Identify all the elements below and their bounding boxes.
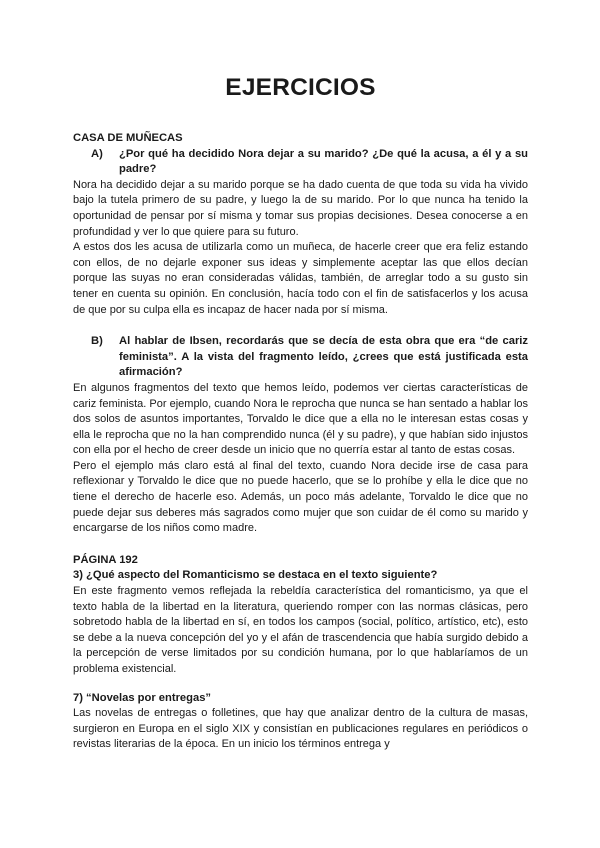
spacer <box>73 318 528 334</box>
spacer <box>73 678 528 691</box>
section-heading-pagina-192: PÁGINA 192 <box>73 553 138 566</box>
question-b-text: Al hablar de Ibsen, recordarás que se decía de esta obra que era “de cariz feminista”. A la vista del fragmento leído, ¿crees que está justificada esta afirmación? <box>119 335 528 379</box>
question-a <box>73 147 528 178</box>
answer-7-paragraph: Las novelas de entregas o folletines, que hay que analizar dentro de la cultura de masas, surgieron en Europa en el siglo XIX y consistían en publicaciones regulares en periódicos o revistas literarias de la época. En un inicio los términos entrega y <box>73 707 528 751</box>
question-7: 7) “Novelas por entregas” <box>73 691 212 704</box>
answer-a-paragraph-2: A estos dos les acusa de utilizarla como un muñeca, de hacerle creer que era feliz estando con ellos, de no dejarle exponer sus ideas y simplemente aceptar las que ellos decían porque las suyas no eran consideradas válidas, también, de arreglar todo a su gusto sin tener en cuenta su opinión. En conclusión, hacía todo con el fin de satisfacerlos y los acusa de que por su culpa ella es incapaz de hacer nada por sí misma. <box>73 241 528 316</box>
question-3: 3) ¿Qué aspecto del Romanticismo se destaca en el texto siguiente? <box>73 569 438 582</box>
question-a-text: ¿Por qué ha decidido Nora dejar a su marido? ¿De qué la acusa, a él y a su padre? <box>119 147 528 176</box>
spacer <box>73 537 528 553</box>
document-content <box>73 72 528 753</box>
question-a-marker: A) <box>91 147 103 160</box>
answer-b-paragraph-2: Pero el ejemplo más claro está al final del texto, cuando Nora decide irse de casa para reflexionar y Torvaldo le dice que no puede hacerlo, que se lo prohíbe y ella le dice que no tiene el derecho de hacerle eso. Además, un poco más adelante, Torvaldo le dice que no puede dejar sus deberes más sagrados como mujer que son cuidar de él como su marido y encargarse de los niños como madre. <box>73 459 528 535</box>
answer-3-paragraph: En este fragmento vemos reflejada la rebeldía característica del romanticismo, ya que el texto habla de la libertad en la literatura, queriendo romper con las normas clásicas, pero sobretodo habla de la libertad en sí, en todos los campos (social, político, artístico, etc), esto se debe a la nueva concepción del yo y el afán de trascendencia que había surgido debido a la percepción de verse limitados por su condición humana, por lo que hablaríamos de un problema existencial. <box>73 585 528 675</box>
page-title: EJERCICIOS <box>225 74 376 101</box>
question-b-marker: B) <box>91 335 103 348</box>
answer-a-paragraph-1: Nora ha decidido dejar a su marido porque se ha dado cuenta de que toda su vida ha vivido bajo la tutela primero de su padre, y luego la de su marido. Por lo que nunca ha tenido la oportunidad de pensar por sí misma y tomar sus propias decisiones. Desea conocerse a en profundidad y ver lo que quiere para su futuro. <box>73 178 528 238</box>
answer-b-paragraph-1: En algunos fragmentos del texto que hemos leído, podemos ver ciertas características de cariz feminista. Por ejemplo, cuando Nora le reprocha que nunca se han sentado a hablar los dos solos de asuntos importantes, Torvaldo le dice que a ella no le interesan estas cosas y ella le reprocha que no la han comprendido nunca (él y su padre), y que habían sido injustos con ella por el hecho de creer desde un inicio que no querría estar al tanto de estas cosas. <box>73 381 528 457</box>
section-heading-casa-de-munecas: CASA DE MUÑECAS <box>73 132 183 144</box>
question-b <box>73 334 528 381</box>
